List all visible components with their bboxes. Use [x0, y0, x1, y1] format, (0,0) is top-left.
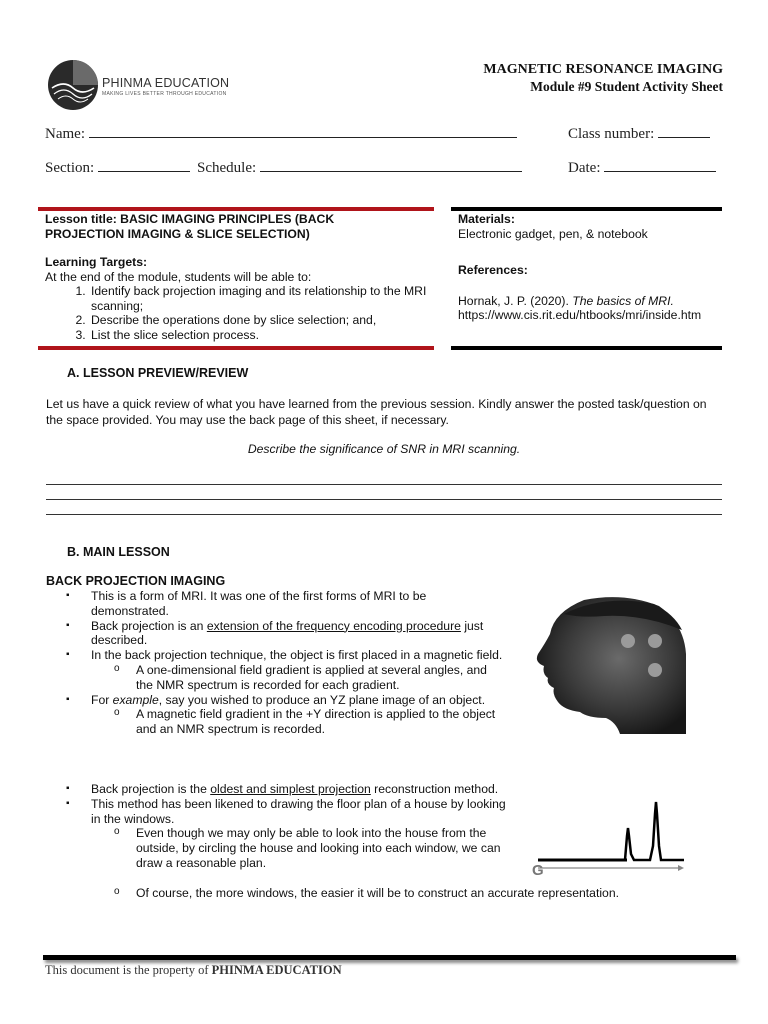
- main-lesson-body-continued: [46, 782, 506, 871]
- text-fragment: just described.: [91, 618, 484, 648]
- lesson-box-bottom-border: [38, 346, 434, 350]
- lesson-box-top-border: [38, 207, 434, 211]
- learning-target: 1. Identify back projection imaging and its relationship to the MRI scanning;: [89, 284, 430, 313]
- class-number-blank[interactable]: [658, 125, 710, 138]
- topic-heading: BACK PROJECTION IMAGING: [46, 574, 226, 588]
- text-fragment: reconstruction method.: [370, 782, 499, 796]
- footer-owner: PHINMA EDUCATION: [211, 963, 342, 977]
- schedule-label: Schedule:: [197, 160, 257, 176]
- review-question: Describe the significance of SNR in MRI scanning.: [247, 442, 521, 456]
- reference-citation: [458, 294, 722, 309]
- logo-name: PHINMA EDUCATION: [102, 76, 230, 90]
- name-blank[interactable]: [89, 125, 517, 138]
- references-heading: References:: [458, 263, 528, 277]
- underlined-text: oldest and simplest projection: [210, 782, 371, 796]
- materials-box-bottom-border: [451, 346, 722, 350]
- section-b-heading: B. MAIN LESSON: [67, 545, 170, 559]
- learning-targets-list: [45, 284, 430, 342]
- bullet-item: [46, 619, 506, 649]
- nmr-spectrum-graph: [524, 796, 688, 882]
- reference-author: Hornak, J. P. (2020).: [458, 293, 573, 308]
- footer-prefix: This document is the property of: [45, 963, 212, 977]
- text-fragment: For: [91, 692, 113, 707]
- head-mri-illustration: [524, 594, 686, 734]
- learning-target: 3. List the slice selection process.: [89, 328, 430, 343]
- materials-box: [458, 212, 722, 323]
- answer-line[interactable]: [46, 499, 722, 500]
- date-field[interactable]: [568, 159, 716, 177]
- bullet-item: [46, 782, 506, 797]
- reference-url[interactable]: https://www.cis.rit.edu/htbooks/mri/inside.htm: [458, 308, 702, 322]
- logo-tagline: MAKING LIVES BETTER THROUGH EDUCATION: [102, 91, 227, 97]
- bullet-item: [46, 693, 506, 737]
- schedule-field[interactable]: [197, 159, 522, 177]
- bullet-item: [46, 648, 506, 692]
- text-fragment: This method has been likened to drawing the floor plan of a house by looking in the windows.: [91, 796, 506, 826]
- emphasized-text: example: [112, 692, 159, 707]
- section-a-intro: Let us have a quick review of what you have learned from the previous session. Kindly answer the posted task/question on the space provided. You may use the back page of this sheet, if necessary.: [46, 397, 707, 427]
- section-label: Section:: [45, 160, 95, 176]
- document-title: MAGNETIC RESONANCE IMAGING: [483, 62, 723, 77]
- answer-line[interactable]: [46, 514, 722, 515]
- materials-box-top-border: [451, 207, 722, 211]
- gradient-arrow-icon: [678, 865, 684, 871]
- class-number-field[interactable]: [568, 125, 710, 143]
- spectrum-peaks: [622, 802, 684, 860]
- reference-title: The basics of MRI.: [572, 293, 674, 308]
- gradient-label: G: [532, 862, 544, 879]
- sub-bullet-item: o A one-dimensional field gradient is applied at several angles, and the NMR spectrum is recorded for each gradient.: [46, 663, 506, 693]
- learning-targets-intro: At the end of the module, students will be able to:: [45, 269, 312, 284]
- section-blank[interactable]: [98, 159, 190, 172]
- class-number-label: Class number:: [568, 126, 655, 142]
- bullet-item: [46, 797, 506, 871]
- answer-line[interactable]: [46, 484, 722, 485]
- section-field[interactable]: [45, 159, 190, 177]
- section-a-heading: A. LESSON PREVIEW/REVIEW: [67, 366, 249, 380]
- learning-targets-heading: Learning Targets:: [45, 255, 148, 269]
- underlined-text: extension of the frequency encoding procedure: [206, 618, 461, 633]
- name-label: Name:: [45, 126, 85, 142]
- date-label: Date:: [568, 160, 601, 176]
- document-subtitle: Module #9 Student Activity Sheet: [530, 79, 723, 94]
- learning-target: 2. Describe the operations done by slice selection; and,: [89, 313, 430, 328]
- sub-bullet-item: o A magnetic field gradient in the +Y direction is applied to the object and an NMR spectrum is recorded.: [46, 707, 506, 737]
- schedule-blank[interactable]: [260, 159, 522, 172]
- footer-rule: [43, 955, 736, 960]
- text-fragment: Back projection is an: [91, 618, 207, 633]
- main-lesson-body: [46, 589, 506, 737]
- materials-heading: Materials:: [458, 212, 515, 226]
- lesson-title-line2: PROJECTION IMAGING & SLICE SELECTION): [45, 226, 310, 241]
- bullet-item: ▪ This is a form of MRI. It was one of the first forms of MRI to be demonstrated.: [46, 589, 506, 619]
- text-fragment: , say you wished to produce an YZ plane image of an object.: [158, 692, 486, 707]
- text-fragment: Back projection is the: [91, 782, 211, 796]
- name-field[interactable]: [45, 125, 517, 143]
- date-blank[interactable]: [604, 159, 716, 172]
- sub-bullet-item: o Even though we may only be able to look into the house from the outside, by circling the house and looking into each window, we can draw a reasonable plan.: [46, 826, 506, 870]
- footer-text: [45, 963, 342, 978]
- last-sub-bullet: [46, 886, 706, 901]
- text-fragment: In the back projection technique, the object is first placed in a magnetic field.: [91, 648, 503, 663]
- materials-text: Electronic gadget, pen, & notebook: [458, 226, 648, 241]
- sub-bullet-item: o Of course, the more windows, the easier it will be to construct an accurate representation.: [46, 886, 706, 901]
- lesson-box: [45, 212, 430, 342]
- lesson-title-line1: Lesson title: BASIC IMAGING PRINCIPLES (BACK: [45, 212, 335, 226]
